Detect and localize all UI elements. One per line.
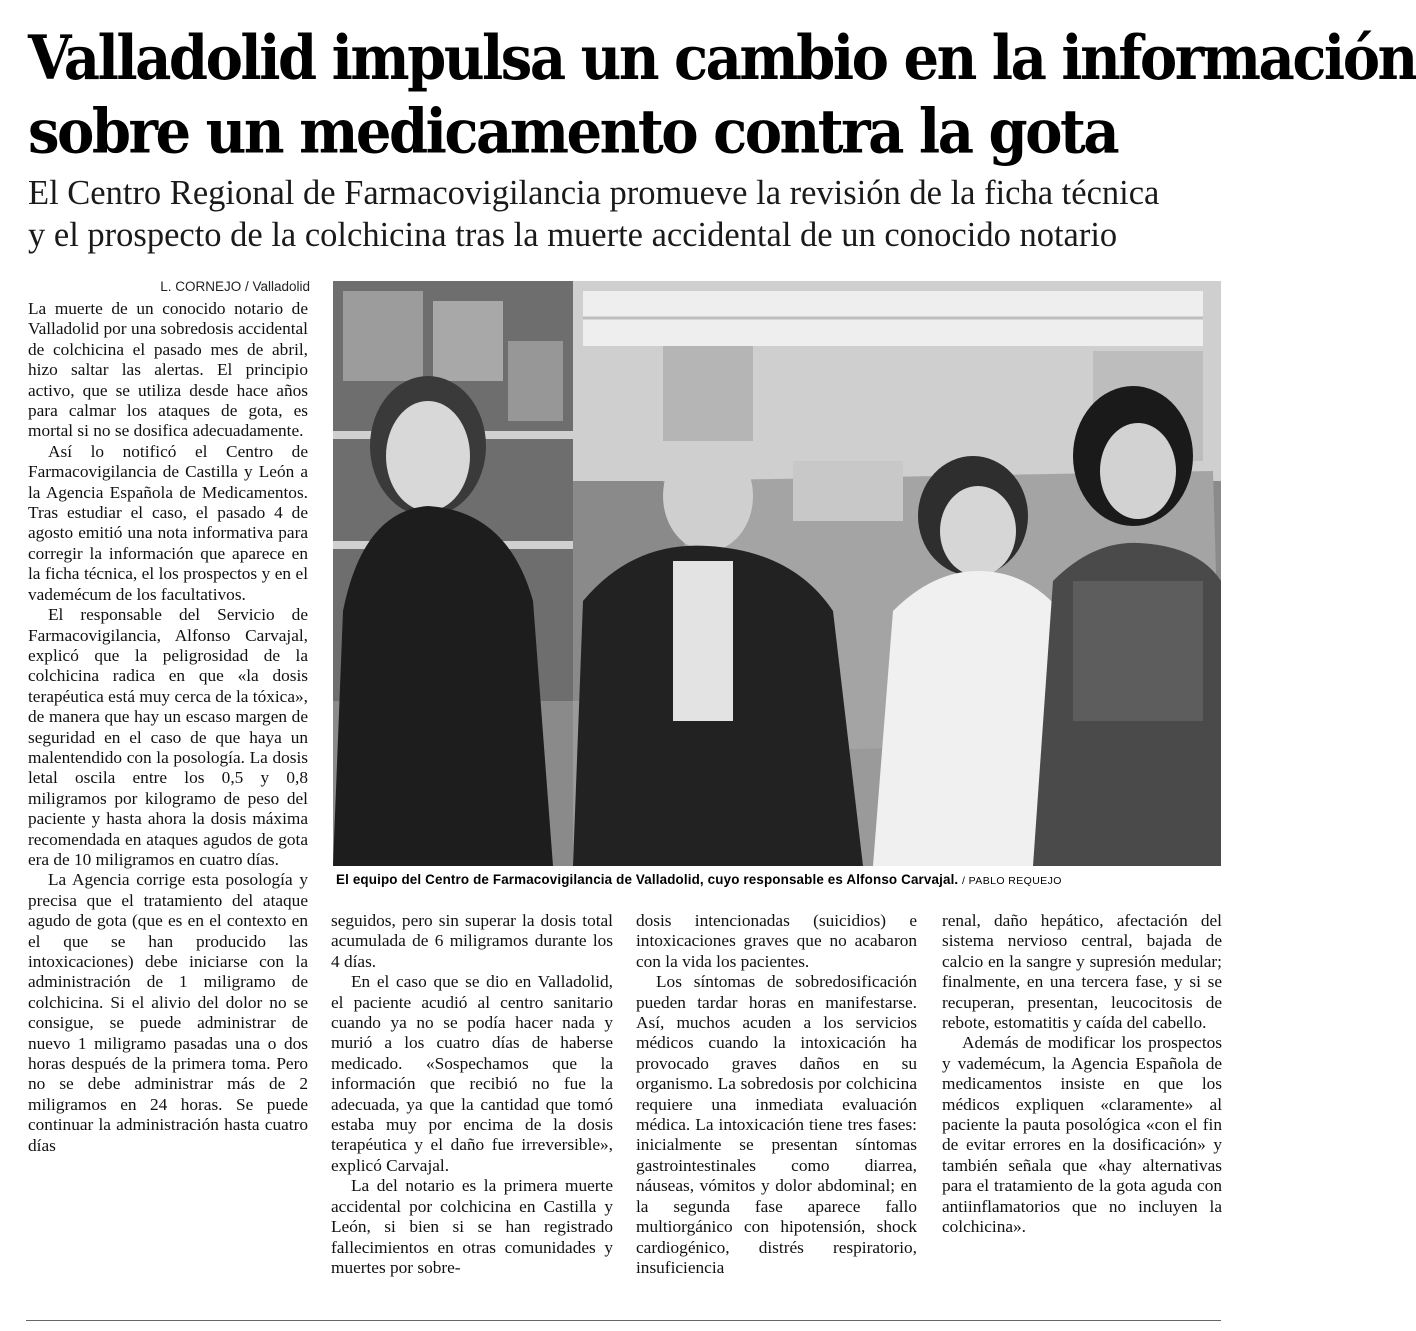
paragraph: En el caso que se dio en Valladolid, el paciente acudió al centro sanitario cuando ya no se podía hacer nada y murió a los cuatro días de haberse medicado. «Sospechamos que la información que recibió no fue la adecuada, ya que la cantidad que tomó estaba muy por encima de la dosis terapéutica y el daño fue irreversible», explicó Carvajal. <box>331 972 613 1175</box>
subheadline <box>28 172 1223 256</box>
caption-text: El equipo del Centro de Farmacovigilancia de Valladolid, cuyo responsable es Alfonso Carvajal. <box>336 872 959 887</box>
photo-credit: / PABLO REQUEJO <box>962 875 1062 887</box>
paragraph: dosis intencionadas (suicidios) e intoxicaciones graves que no acabaron con la vida los pacientes. <box>636 911 917 971</box>
paragraph: renal, daño hepático, afectación del sistema nervioso central, bajada de calcio en la sangre y supresión medular; finalmente, en una tercera fase, y si se recuperan, presentan, leucocitosis de rebote, estomatitis y caída del cabello. <box>942 911 1222 1033</box>
bottom-rule <box>26 1320 1221 1321</box>
byline: L. CORNEJO / Valladolid <box>160 279 310 294</box>
paragraph: La Agencia corrige esta posología y precisa que el tratamiento del ataque agudo de gota (que es en el contexto en el que se han producido las intoxicaciones) debe iniciarse con la administración de 1 miligramo de colchicina. Si el alivio del dolor no se consigue, se puede administrar de nuevo 1 miligramo pasadas una o dos horas después de la primera toma. Pero no se debe administrar más de 2 miligramos en 24 horas. Se puede continuar la administración hasta cuatro días <box>28 870 308 1155</box>
article-column-4 <box>942 911 1222 1306</box>
photo-caption <box>336 872 1226 887</box>
team-photo-illustration <box>333 281 1221 866</box>
subheadline-line-1: El Centro Regional de Farmacovigilancia promueve la revisión de la ficha técnica <box>28 174 1160 212</box>
headline-line-1: Valladolid impulsa un cambio en la información <box>28 23 1416 95</box>
article-column-3 <box>636 911 917 1306</box>
team-photo <box>333 281 1221 866</box>
headline-line-2: sobre un medicamento contra la gota <box>28 96 1118 168</box>
paragraph: Además de modificar los prospectos y vademécum, la Agencia Española de medicamentos insiste en que los médicos expliquen «claramente» al paciente la pauta posológica «con el fin de evitar errores en la dosificación» y también señala que «hay alternativas para el tratamiento de la gota aguda con antiinflamatorios que no incluyen la colchicina». <box>942 1033 1222 1237</box>
paragraph: Así lo notificó el Centro de Farmacovigilancia de Castilla y León a la Agencia Española de Medicamentos. Tras estudiar el caso, el pasado 4 de agosto emitió una nota informativa para corregir la información que aparece en la ficha técnica, el los prospectos y en el vademécum de los facultativos. <box>28 441 308 604</box>
paragraph: El responsable del Servicio de Farmacovigilancia, Alfonso Carvajal, explicó que la peligrosidad de la colchicina radica en que «la dosis terapéutica está muy cerca de la tóxica», de manera que hay un escaso margen de seguridad en el caso de que haya un malentendido con la posología. La dosis letal oscila entre los 0,5 y 0,8 miligramos por kilogramo de peso del paciente y hasta ahora la dosis máxima recomendada en ataques agudos de gota era de 10 miligramos en cuatro días. <box>28 605 308 869</box>
article-column-1 <box>28 299 308 1304</box>
paragraph: Los síntomas de sobredosificación pueden tardar horas en manifestarse. Así, muchos acuden a los servicios médicos cuando la intoxicación ha provocado graves daños en su organismo. La sobredosis por colchicina requiere una inmediata evaluación médica. La intoxicación tiene tres fases: inicialmente se presentan síntomas gastrointestinales como diarrea, náuseas, vómitos y dolor abdominal; en la segunda fase aparece fallo multiorgánico con hipotensión, shock cardiogénico, distrés respiratorio, insuficiencia <box>636 972 917 1277</box>
paragraph: La del notario es la primera muerte accidental por colchicina en Castilla y León, si bien si se han registrado fallecimientos en otras comunidades y muertes por sobre- <box>331 1176 613 1277</box>
headline <box>28 22 1416 169</box>
subheadline-line-2: y el prospecto de la colchicina tras la muerte accidental de un conocido notario <box>28 216 1118 254</box>
paragraph: seguidos, pero sin superar la dosis total acumulada de 6 miligramos durante los 4 días. <box>331 911 613 971</box>
article-column-2 <box>331 911 613 1306</box>
paragraph: La muerte de un conocido notario de Valladolid por una sobredosis accidental de colchicina el pasado mes de abril, hizo saltar las alertas. El principio activo, que se utiliza desde hace años para calmar los ataques de gota, es mortal si no se dosifica adecuadamente. <box>28 299 308 441</box>
